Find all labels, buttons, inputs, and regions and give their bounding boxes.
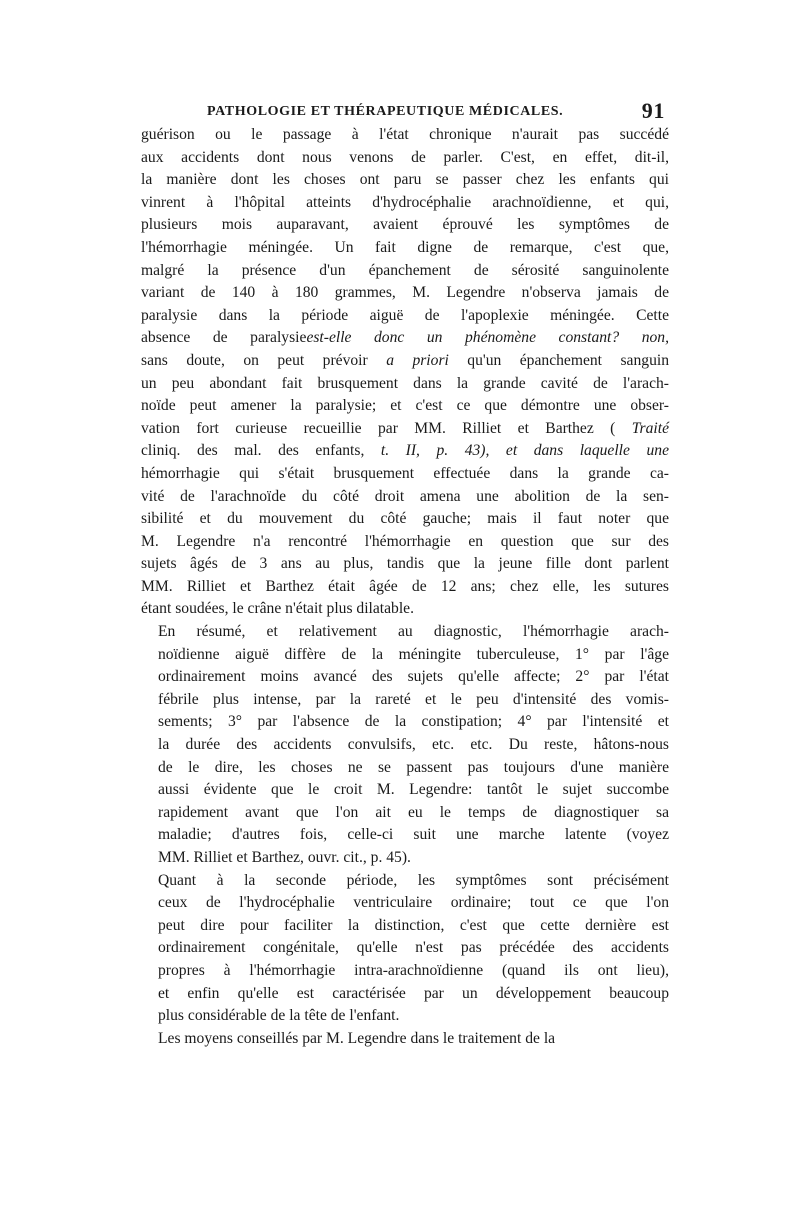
text-line: noïdienne aiguë diffère de la méningite tuberculeuse, 1° par l'âge: [158, 645, 669, 663]
text-line: ordinairement moins avancé des sujets qu'elle affecte; 2° par l'état: [158, 668, 669, 686]
text-line: la manière dont les choses ont paru se passer chez les enfants qui: [141, 171, 669, 189]
text-line: MM. Rilliet et Barthez, ouvr. cit., p. 45).: [158, 849, 411, 866]
text-line: guérison ou le passage à l'état chronique n'aurait pas succédé: [141, 126, 669, 143]
text-line: vation fort curieuse recueillie par MM. Rilliet et Barthez ( Traité: [141, 419, 669, 437]
text-line: M. Legendre n'a rencontré l'hémorrhagie en question que sur des: [141, 532, 669, 550]
text-line: de le dire, les choses ne se passent pas toujours d'une manière: [158, 758, 669, 776]
text-line: plusieurs mois auparavant, avaient éprouvé les symptômes de: [141, 216, 669, 234]
paragraph: [141, 870, 669, 1028]
text-line: maladie; d'autres fois, celle-ci suit une marche latente (voyez: [158, 826, 669, 844]
text-line: hémorrhagie qui s'était brusquement effectuée dans la grande ca-: [141, 464, 669, 482]
text-line: cliniq. des mal. des enfants, t. II, p. 43), et dans laquelle une: [141, 442, 669, 460]
text-line: et enfin qu'elle est caractérisée par un développement beaucoup: [158, 984, 669, 1002]
text-line: sans doute, on peut prévoir a priori qu'un épanchement sanguin: [141, 351, 669, 369]
running-title: PATHOLOGIE ET THÉRAPEUTIQUE MÉDICALES.: [207, 104, 564, 119]
text-line: vité de l'arachnoïde du côté droit amena une abolition de la sen-: [141, 487, 669, 505]
page-body: [141, 124, 669, 1050]
text-line: ordinairement congénitale, qu'elle n'est pas précédée des accidents: [158, 939, 669, 957]
paragraph: [141, 124, 669, 621]
text-line: En résumé, et relativement au diagnostic, l'hémorrhagie arach-: [158, 623, 669, 641]
text-line: peut dire pour faciliter la distinction, c'est que cette dernière est: [158, 916, 669, 934]
text-line: plus considérable de la tête de l'enfant.: [158, 1007, 400, 1025]
text-line: un peu abondant fait brusquement dans la grande cavité de l'arach-: [141, 374, 669, 392]
page-number: 91: [641, 98, 665, 123]
text-line: propres à l'hémorrhagie intra-arachnoïdienne (quand ils ont lieu),: [158, 961, 669, 979]
text-line: paralysie dans la période aiguë de l'apoplexie méningée. Cette: [141, 306, 669, 324]
text-line: Les moyens conseillés par M. Legendre dans le traitement de la: [158, 1029, 556, 1047]
text-line: étant soudées, le crâne n'était plus dilatable.: [141, 600, 414, 618]
text-line: vinrent à l'hôpital atteints d'hydrocéphalie arachnoïdienne, et qui,: [141, 193, 669, 211]
text-line: sujets âgés de 3 ans au plus, tandis que la jeune fille dont parlent: [141, 555, 669, 573]
running-header: [141, 98, 669, 124]
text-line: l'hémorrhagie méningée. Un fait digne de remarque, c'est que,: [141, 238, 669, 256]
text-line: ceux de l'hydrocéphalie ventriculaire ordinaire; tout ce que l'on: [158, 894, 669, 912]
paragraph: [141, 1028, 669, 1051]
text-line: sements; 3° par l'absence de la constipation; 4° par l'intensité et: [158, 713, 669, 731]
paragraph: [141, 621, 669, 870]
text-line: rapidement avant que l'on ait eu le temps de diagnostiquer sa: [158, 803, 669, 821]
text-line: aux accidents dont nous venons de parler. C'est, en effet, dit-il,: [141, 148, 669, 166]
text-line: malgré la présence d'un épanchement de sérosité sanguinolente: [141, 261, 669, 279]
text-line: sibilité et du mouvement du côté gauche; mais il faut noter que: [141, 510, 669, 528]
book-page: [141, 98, 669, 1050]
text-line: fébrile plus intense, par la rareté et le peu d'intensité des vomis-: [158, 690, 669, 708]
text-line: noïde peut amener la paralysie; et c'est ce que démontre une obser-: [141, 397, 669, 415]
text-line: MM. Rilliet et Barthez était âgée de 12 ans; chez elle, les sutures: [141, 577, 669, 595]
text-line: la durée des accidents convulsifs, etc. etc. Du reste, hâtons-nous: [158, 736, 669, 754]
text-line: variant de 140 à 180 grammes, M. Legendre n'observa jamais de: [141, 284, 669, 302]
text-line: absence de paralysieest-elle donc un phénomène constant? non,: [141, 329, 669, 347]
text-line: aussi évidente que le croit M. Legendre: tantôt le sujet succombe: [158, 781, 669, 799]
text-line: Quant à la seconde période, les symptômes sont précisément: [158, 871, 669, 889]
